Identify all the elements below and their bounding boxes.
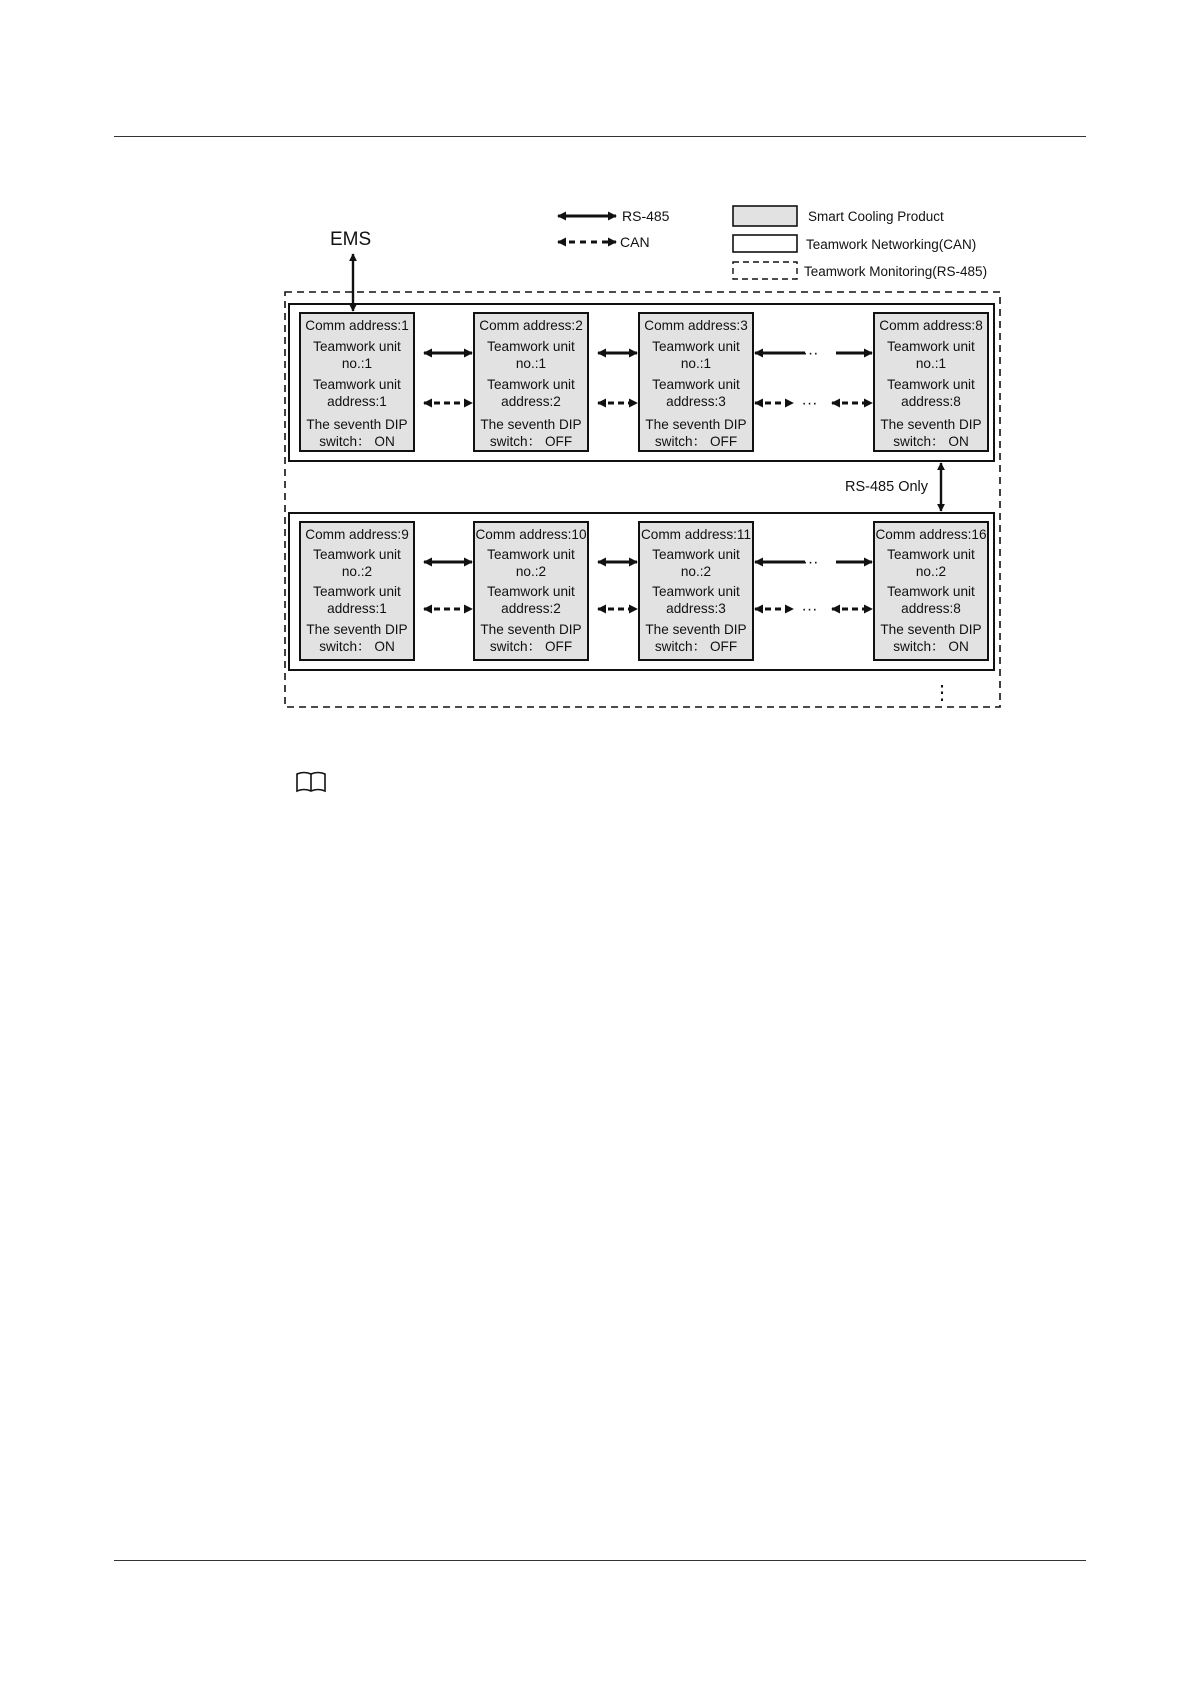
rs485-only-label: RS-485 Only: [845, 479, 929, 495]
legend-monitoring-label: Teamwork Monitoring(RS-485): [804, 264, 988, 279]
rs485-ellipsis: ···: [802, 345, 819, 362]
unit-comm-address: Comm address:9: [305, 527, 409, 542]
can-ellipsis: ···: [801, 601, 818, 618]
legend-monitoring-swatch: [733, 262, 797, 279]
rs485-ellipsis: ···: [802, 554, 819, 571]
unit-unit-address-value: address:1: [327, 394, 387, 409]
unit-unit-address-label: Teamwork unit: [313, 584, 401, 599]
unit-dip-label: The seventh DIP: [480, 622, 582, 637]
unit-unit-address-label: Teamwork unit: [887, 377, 975, 392]
unit-dip-label: The seventh DIP: [306, 622, 408, 637]
unit-unit-no-label: Teamwork unit: [487, 339, 575, 354]
legend-product-swatch: [733, 206, 797, 226]
unit-dip-value: switch： OFF: [489, 434, 573, 449]
unit-comm-address: Comm address:11: [640, 527, 752, 542]
unit-dip-label: The seventh DIP: [480, 417, 582, 432]
unit-unit-no-value: no.:1: [680, 356, 712, 371]
unit-dip-value: switch： ON: [893, 639, 969, 654]
unit-unit-address-value: address:1: [327, 601, 387, 616]
unit-comm-address: Comm address:10: [475, 527, 587, 542]
vertical-ellipsis: ⋮: [932, 682, 952, 704]
legend-rs485-label: RS-485: [622, 208, 670, 224]
unit-dip-value: switch： ON: [319, 434, 395, 449]
unit-comm-address: Comm address:8: [879, 318, 983, 333]
unit-unit-address-value: address:3: [666, 394, 726, 409]
unit-unit-no-value: no.:2: [680, 564, 712, 579]
unit-dip-value: switch： OFF: [654, 639, 738, 654]
unit-dip-label: The seventh DIP: [306, 417, 408, 432]
unit-unit-no-label: Teamwork unit: [313, 339, 401, 354]
unit-dip-label: The seventh DIP: [880, 417, 982, 432]
unit-unit-address-label: Teamwork unit: [652, 377, 740, 392]
unit-unit-address-label: Teamwork unit: [313, 377, 401, 392]
unit-comm-address: Comm address:16: [875, 527, 987, 542]
unit-dip-value: switch： ON: [893, 434, 969, 449]
unit-dip-label: The seventh DIP: [645, 417, 747, 432]
unit-unit-no-value: no.:1: [341, 356, 373, 371]
unit-unit-address-value: address:8: [901, 394, 961, 409]
can-ellipsis: ···: [801, 395, 818, 412]
unit-dip-value: switch： OFF: [654, 434, 738, 449]
unit-unit-no-label: Teamwork unit: [887, 339, 975, 354]
legend-can-label: CAN: [620, 234, 650, 250]
unit-unit-address-label: Teamwork unit: [652, 584, 740, 599]
unit-unit-no-label: Teamwork unit: [652, 339, 740, 354]
legend-networking-label: Teamwork Networking(CAN): [806, 237, 977, 252]
unit-unit-address-value: address:3: [666, 601, 726, 616]
unit-unit-no-label: Teamwork unit: [313, 547, 401, 562]
unit-unit-no-label: Teamwork unit: [487, 547, 575, 562]
unit-comm-address: Comm address:1: [305, 318, 409, 333]
unit-unit-address-value: address:8: [901, 601, 961, 616]
unit-dip-label: The seventh DIP: [645, 622, 747, 637]
unit-dip-value: switch： OFF: [489, 639, 573, 654]
unit-unit-address-label: Teamwork unit: [487, 584, 575, 599]
legend-networking-swatch: [733, 235, 797, 252]
unit-unit-no-value: no.:2: [341, 564, 373, 579]
unit-dip-value: switch： ON: [319, 639, 395, 654]
unit-unit-address-label: Teamwork unit: [887, 584, 975, 599]
unit-unit-address-label: Teamwork unit: [487, 377, 575, 392]
ems-label: EMS: [330, 229, 372, 250]
unit-unit-no-label: Teamwork unit: [652, 547, 740, 562]
legend-product-label: Smart Cooling Product: [808, 209, 944, 224]
unit-unit-no-value: no.:2: [915, 564, 947, 579]
unit-comm-address: Comm address:3: [644, 318, 748, 333]
unit-unit-no-label: Teamwork unit: [887, 547, 975, 562]
unit-dip-label: The seventh DIP: [880, 622, 982, 637]
legend: [558, 206, 987, 279]
unit-unit-no-value: no.:1: [515, 356, 547, 371]
unit-unit-address-value: address:2: [501, 601, 561, 616]
unit-unit-address-value: address:2: [501, 394, 561, 409]
book-icon: [294, 769, 328, 795]
unit-comm-address: Comm address:2: [479, 318, 583, 333]
unit-unit-no-value: no.:1: [915, 356, 947, 371]
unit-unit-no-value: no.:2: [515, 564, 547, 579]
